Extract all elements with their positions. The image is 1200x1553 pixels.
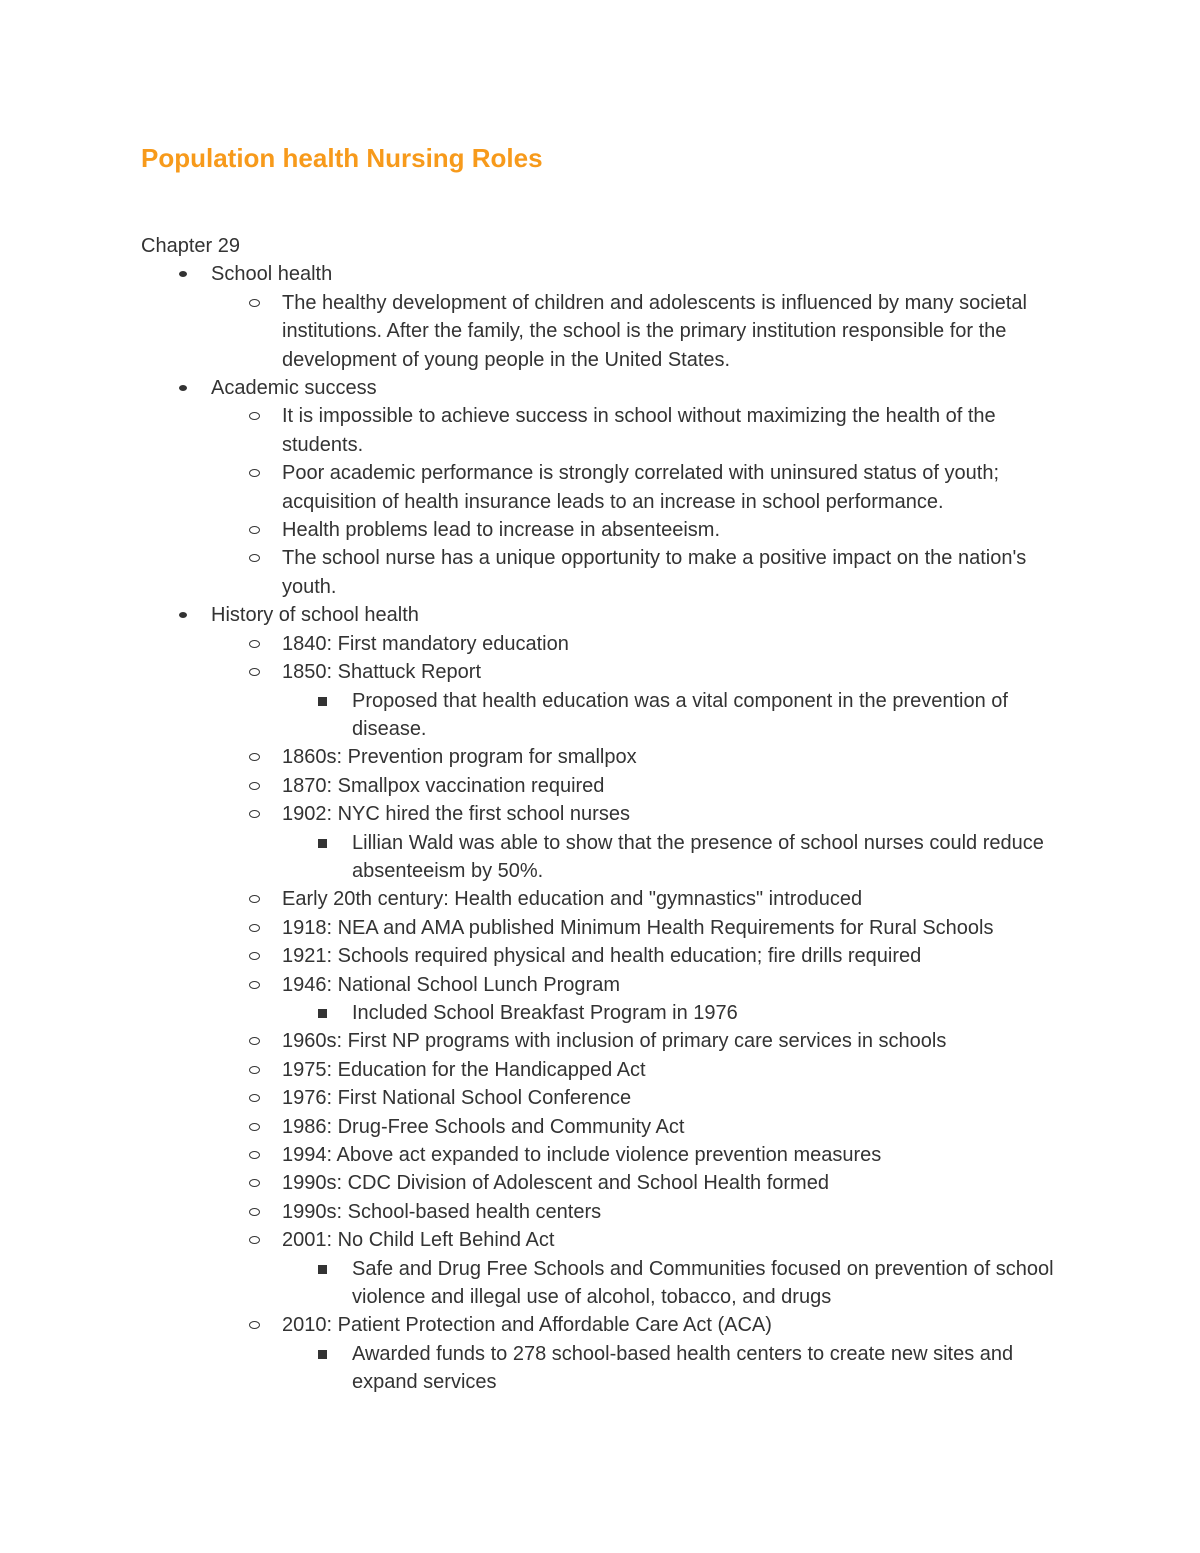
chapter-heading: Chapter 29 xyxy=(141,235,240,257)
document-body xyxy=(141,232,1081,1397)
list-item xyxy=(211,630,1081,658)
detail-item xyxy=(282,1340,1081,1397)
detail-list xyxy=(282,999,1081,1027)
list-item-text: It is impossible to achieve success in school without maximizing the health of the students. xyxy=(282,405,996,456)
list-item-text: 2001: No Child Left Behind Act xyxy=(282,1229,555,1252)
list-item-text: History of school health xyxy=(211,604,419,627)
list-item xyxy=(211,1027,1081,1055)
list-item-text: 1850: Shattuck Report xyxy=(282,661,482,684)
list-item xyxy=(211,402,1081,459)
sub-list xyxy=(211,630,1081,1397)
list-item-text: 1994: Above act expanded to include violence prevention measures xyxy=(282,1144,882,1166)
list-item-text: Lillian Wald was able to show that the presence of school nurses could reduce absenteeism by 50%. xyxy=(352,831,1044,882)
list-item xyxy=(211,800,1081,885)
hollow-circle-bullet-icon xyxy=(249,1037,260,1045)
outline-list xyxy=(141,260,1081,1396)
hollow-circle-bullet-icon xyxy=(249,981,260,989)
list-item xyxy=(211,1226,1081,1311)
list-item xyxy=(211,658,1081,743)
list-item-text: 1840: First mandatory education xyxy=(282,632,569,655)
list-item-text: Poor academic performance is strongly correlated with uninsured status of youth; acquisition of health insurance leads to an increase in school performance. xyxy=(282,462,1000,513)
hollow-circle-bullet-icon xyxy=(249,1208,260,1216)
list-item-text: 1986: Drug-Free Schools and Community Act xyxy=(282,1115,685,1138)
hollow-circle-bullet-icon xyxy=(249,1179,260,1187)
detail-item xyxy=(282,829,1081,886)
list-item-text: 1902: NYC hired the first school nurses xyxy=(282,803,630,826)
list-item-text: 1921: Schools required physical and health education; fire drills required xyxy=(282,945,922,968)
hollow-circle-bullet-icon xyxy=(249,895,260,903)
list-item-text: Early 20th century: Health education and "gymnastics" introduced xyxy=(282,888,863,911)
hollow-circle-bullet-icon xyxy=(249,1321,260,1329)
list-item xyxy=(211,885,1081,913)
list-item-text: 1976: First National School Conference xyxy=(282,1087,632,1110)
hollow-circle-bullet-icon xyxy=(249,753,260,761)
list-item xyxy=(211,1056,1081,1084)
section-item xyxy=(141,601,1081,1396)
list-item xyxy=(211,1141,1081,1169)
square-bullet-icon xyxy=(318,697,327,706)
hollow-circle-bullet-icon xyxy=(249,1066,260,1074)
hollow-circle-bullet-icon xyxy=(249,668,260,676)
hollow-circle-bullet-icon xyxy=(249,1236,260,1244)
hollow-circle-bullet-icon xyxy=(249,469,260,477)
hollow-circle-bullet-icon xyxy=(249,526,260,534)
detail-list xyxy=(282,1255,1081,1312)
list-item xyxy=(211,942,1081,970)
list-item-text: Health problems lead to increase in absenteeism. xyxy=(282,519,721,542)
list-item-text: Included School Breakfast Program in 1976 xyxy=(352,1001,738,1024)
list-item xyxy=(211,1311,1081,1396)
list-item xyxy=(211,1169,1081,1197)
list-item-text: Proposed that health education was a vital component in the prevention of disease. xyxy=(352,689,1008,740)
list-item-text: Academic success xyxy=(211,377,377,400)
hollow-circle-bullet-icon xyxy=(249,782,260,790)
list-item xyxy=(211,772,1081,800)
list-item-text: 1918: NEA and AMA published Minimum Health Requirements for Rural Schools xyxy=(282,916,994,939)
sub-list xyxy=(211,402,1081,601)
list-item xyxy=(211,743,1081,771)
hollow-circle-bullet-icon xyxy=(249,299,260,307)
list-item xyxy=(211,1198,1081,1226)
document-title: Population health Nursing Roles xyxy=(141,143,543,173)
square-bullet-icon xyxy=(318,1009,327,1018)
section-item xyxy=(141,374,1081,601)
square-bullet-icon xyxy=(318,1265,327,1274)
list-item xyxy=(211,544,1081,601)
list-item xyxy=(211,971,1081,1028)
detail-item xyxy=(282,1255,1081,1312)
hollow-circle-bullet-icon xyxy=(249,640,260,648)
detail-item xyxy=(282,999,1081,1027)
list-item-text: The healthy development of children and adolescents is influenced by many societal institutions. After the family, the school is the primary institution responsible for the development of young people in the United States. xyxy=(282,291,1027,371)
hollow-circle-bullet-icon xyxy=(249,810,260,818)
list-item-text: 1990s: School-based health centers xyxy=(282,1200,602,1223)
filled-circle-bullet-icon xyxy=(179,612,187,618)
list-item-text: 1960s: First NP programs with inclusion of primary care services in schools xyxy=(282,1030,947,1053)
list-item xyxy=(211,1084,1081,1112)
hollow-circle-bullet-icon xyxy=(249,1151,260,1159)
list-item-text: 1946: National School Lunch Program xyxy=(282,973,620,996)
hollow-circle-bullet-icon xyxy=(249,952,260,960)
hollow-circle-bullet-icon xyxy=(249,412,260,420)
sub-list xyxy=(211,289,1081,374)
list-item-text: Awarded funds to 278 school-based health centers to create new sites and expand services xyxy=(352,1342,1014,1394)
list-item-text: 1860s: Prevention program for smallpox xyxy=(282,746,637,769)
list-item xyxy=(211,459,1081,516)
list-item xyxy=(211,914,1081,942)
detail-item xyxy=(282,687,1081,744)
filled-circle-bullet-icon xyxy=(179,385,187,391)
square-bullet-icon xyxy=(318,839,327,848)
hollow-circle-bullet-icon xyxy=(249,1123,260,1131)
list-item-text: Safe and Drug Free Schools and Communities focused on prevention of school violence and illegal use of alcohol, tobacco, and drugs xyxy=(352,1257,1054,1309)
list-item-text: The school nurse has a unique opportunity to make a positive impact on the nation's youth. xyxy=(282,547,1027,598)
detail-list xyxy=(282,1340,1081,1397)
list-item xyxy=(211,516,1081,544)
list-item xyxy=(211,289,1081,374)
hollow-circle-bullet-icon xyxy=(249,1094,260,1102)
filled-circle-bullet-icon xyxy=(179,271,187,277)
list-item xyxy=(211,1113,1081,1141)
list-item-text: 1975: Education for the Handicapped Act xyxy=(282,1058,646,1081)
list-item-text: School health xyxy=(211,263,333,286)
list-item-text: 1870: Smallpox vaccination required xyxy=(282,774,605,797)
hollow-circle-bullet-icon xyxy=(249,554,260,562)
list-item-text: 1990s: CDC Division of Adolescent and School Health formed xyxy=(282,1172,829,1195)
section-item xyxy=(141,260,1081,374)
detail-list xyxy=(282,687,1081,744)
hollow-circle-bullet-icon xyxy=(249,924,260,932)
detail-list xyxy=(282,829,1081,886)
square-bullet-icon xyxy=(318,1350,327,1359)
list-item-text: 2010: Patient Protection and Affordable Care Act (ACA) xyxy=(282,1314,772,1337)
